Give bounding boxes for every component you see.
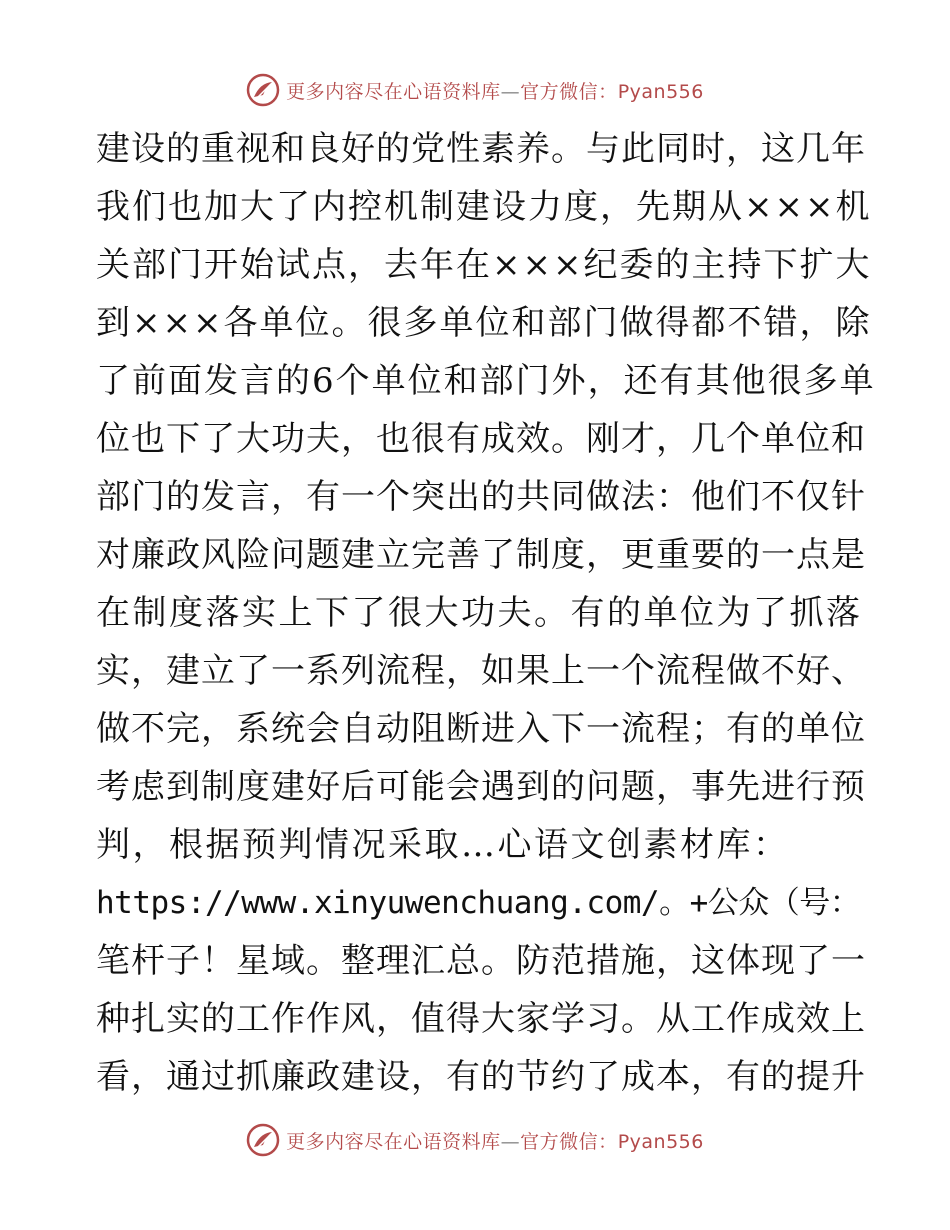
document-body	[96, 120, 876, 1106]
body-line: 在制度落实上下了很大功夫。有的单位为了抓落	[96, 593, 863, 633]
footer-banner	[0, 1120, 950, 1160]
body-line-url: https://www.xinyuwenchuang.com/。+公众（号：	[96, 885, 861, 921]
body-line: 对廉政风险问题建立完善了制度，更重要的一点是	[96, 535, 866, 575]
footer-text	[286, 1127, 704, 1154]
body-line: 实，建立了一系列流程，如果上一个流程做不好、	[96, 651, 866, 691]
body-line: 到×××各单位。很多单位和部门做得都不错，除	[96, 303, 872, 343]
footer-contact-id: Pyan556	[617, 1130, 704, 1153]
header-text	[286, 77, 704, 104]
footer-dash: —	[500, 1130, 521, 1153]
header-banner	[0, 70, 950, 110]
body-line: 关部门开始试点，去年在×××纪委的主持下扩大	[96, 245, 872, 285]
header-dash: —	[500, 80, 521, 103]
body-line: 建设的重视和良好的党性素养。与此同时，这几年	[96, 129, 866, 169]
body-line: 部门的发言，有一个突出的共同做法：他们不仅针	[96, 477, 866, 517]
body-line: 看，通过抓廉政建设，有的节约了成本，有的提升	[96, 1057, 866, 1097]
body-line: 种扎实的工作作风，值得大家学习。从工作成效上	[96, 999, 866, 1039]
body-line: 判，根据预判情况采取…心语文创素材库：	[96, 825, 790, 865]
body-line: 位也下了大功夫，也很有成效。刚才，几个单位和	[96, 419, 866, 459]
body-line: 我们也加大了内控机制建设力度，先期从×××机	[96, 187, 872, 227]
body-line: 考虑到制度建好后可能会遇到的问题，事先进行预	[96, 767, 866, 807]
footer-site-text: 更多内容尽在心语资料库	[286, 1130, 501, 1153]
body-line: 了前面发言的6个单位和部门外，还有其他很多单	[96, 361, 876, 401]
header-contact-label: 官方微信：	[520, 80, 618, 103]
body-line: 做不完，系统会自动阻断进入下一流程；有的单位	[96, 709, 866, 749]
brand-logo-icon	[246, 73, 280, 107]
brand-logo-icon	[246, 1123, 280, 1157]
body-line: 笔杆子！星域。整理汇总。防范措施，这体现了一	[96, 941, 866, 981]
header-contact-id: Pyan556	[617, 80, 704, 103]
header-site-text: 更多内容尽在心语资料库	[286, 80, 501, 103]
footer-contact-label: 官方微信：	[520, 1130, 618, 1153]
